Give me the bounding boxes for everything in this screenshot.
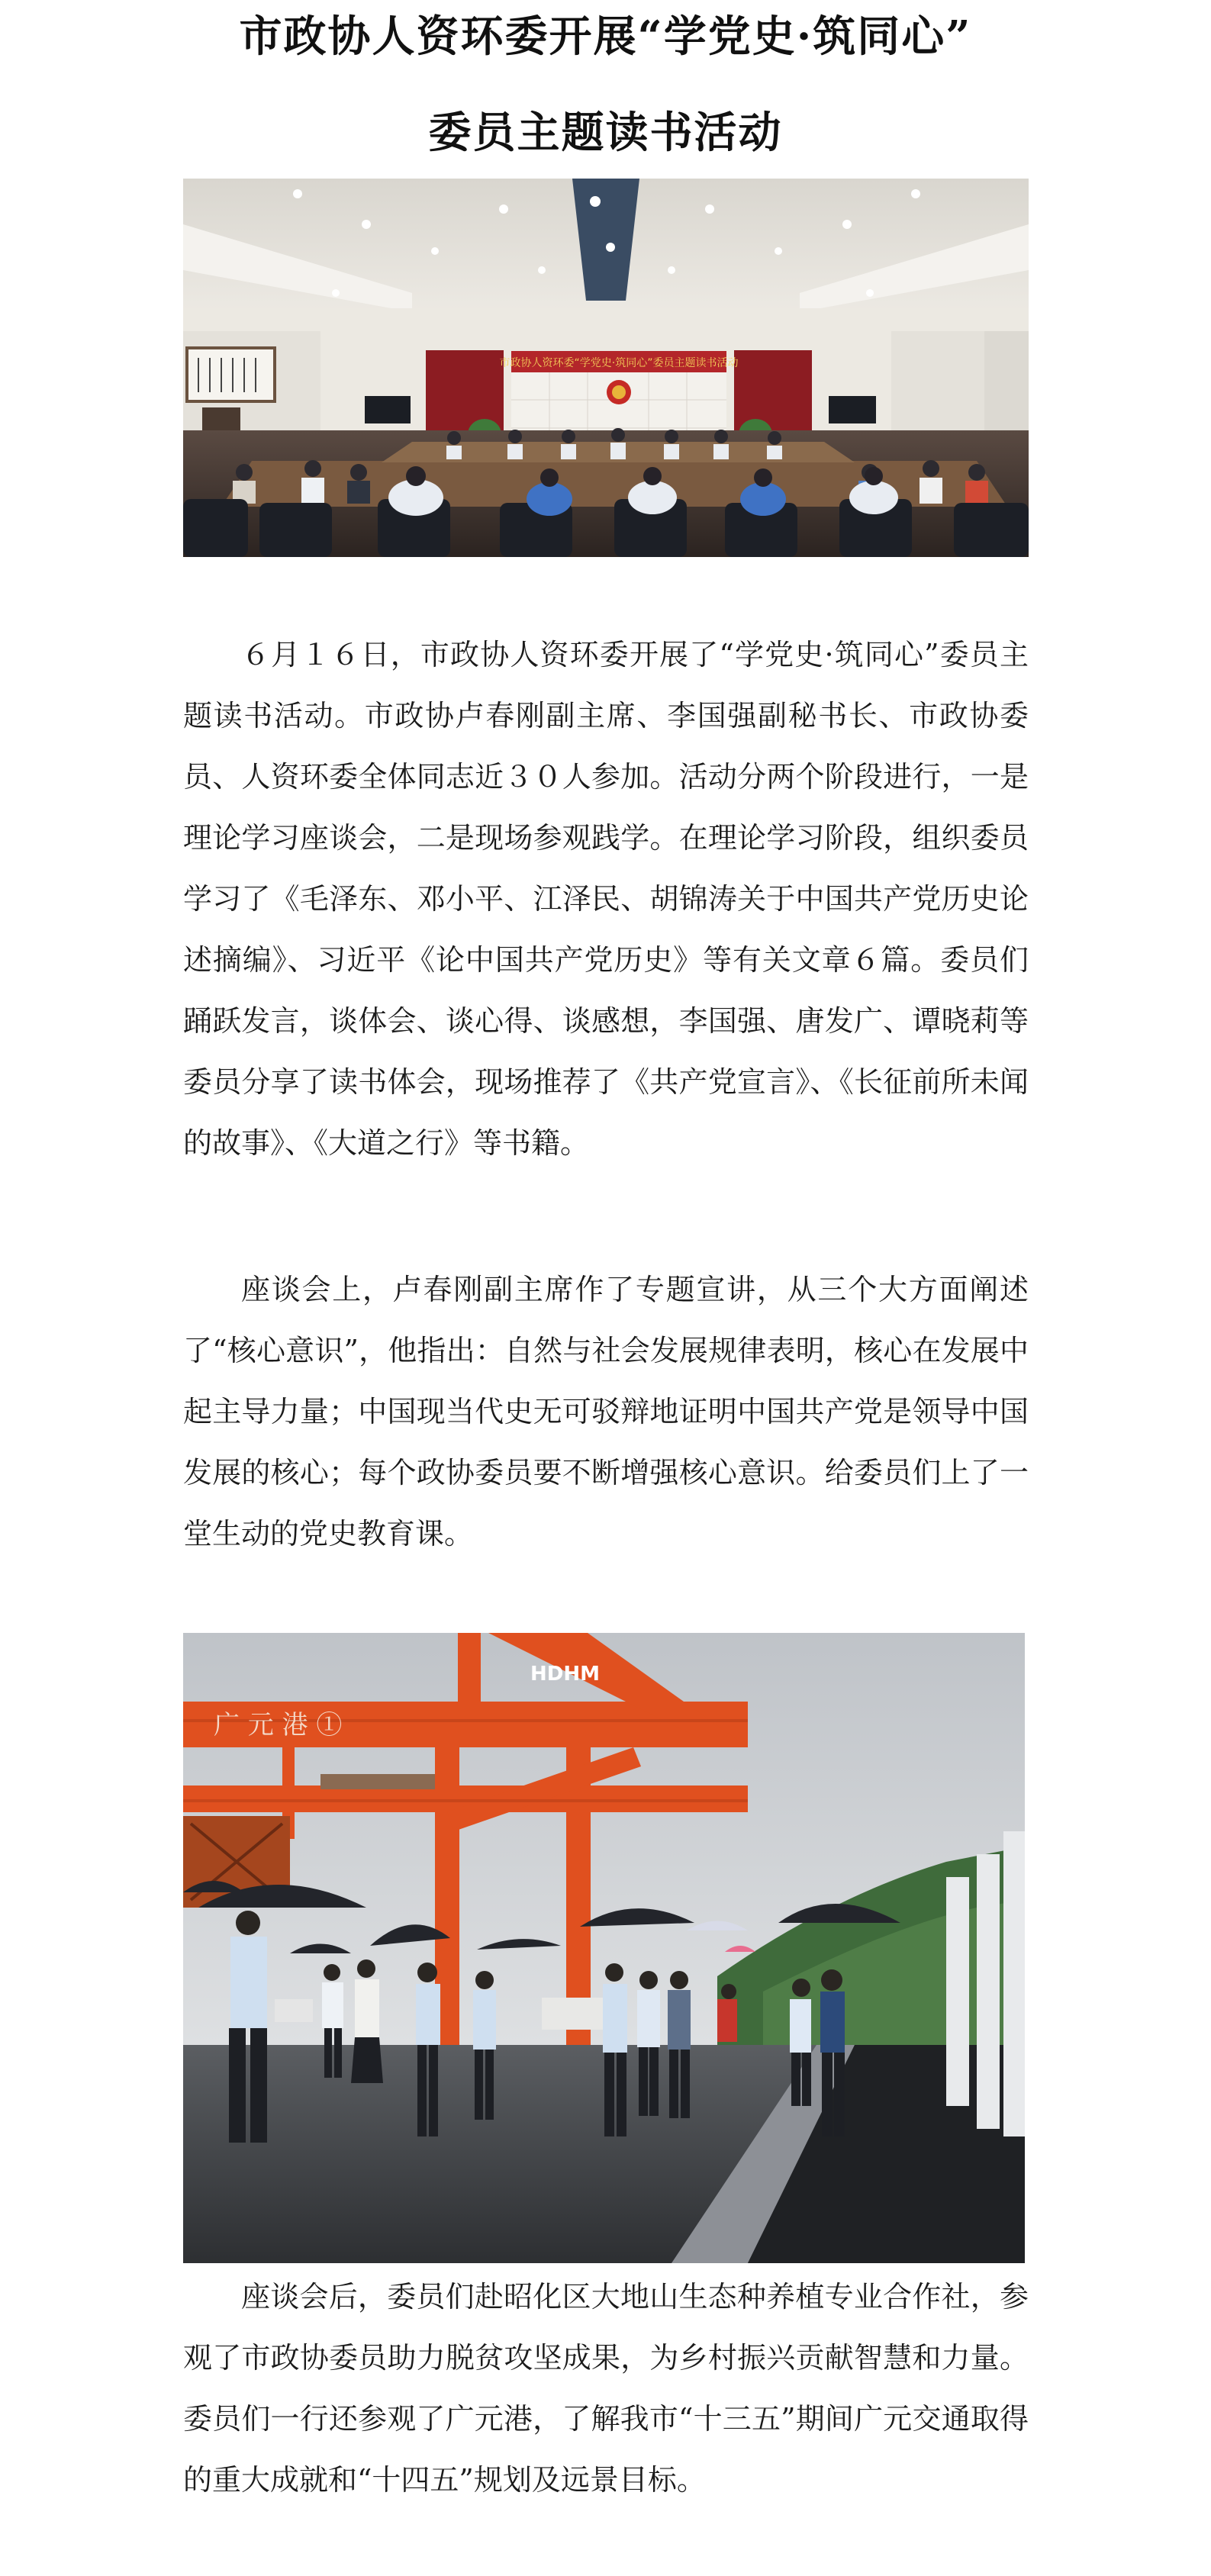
- article-paragraph-2: 座谈会上，卢春刚副主席作了专题宣讲，从三个大方面阐述了“核心意识”，他指出：自然与社会发展规律表明，核心在发展中起主导力量；中国现当代史无可驳辩地证明中国共产党是领导中国发展的核心；每个政协委员要不断增强核心意识。给委员们上了一堂生动的党史教育课。: [183, 1273, 1029, 1550]
- meeting-room-photo: [183, 179, 1029, 557]
- crane-logo-text: HDHM: [530, 1663, 600, 1686]
- port-visit-photo: [183, 1633, 1025, 2263]
- article-title-line-2: 委员主题读书活动: [428, 108, 783, 158]
- article-paragraph-3: 座谈会后，委员们赴昭化区大地山生态种养植专业合作社，参观了市政协委员助力脱贫攻坚成果，为乡村振兴贡献智慧和力量。委员们一行还参观了广元港，了解我市“十三五”期间广元交通取得的重大成就和“十四五”规划及远景目标。: [183, 2280, 1029, 2497]
- article-paragraph-1: ６月１６日，市政协人资环委开展了“学党史·筑同心”委员主题读书活动。市政协卢春刚副主席、李国强副秘书长、市政协委员、人资环委全体同志近３０人参加。活动分两个阶段进行，一是理论学习座谈会，二是现场参观践学。在理论学习阶段，组织委员学习了《毛泽东、邓小平、江泽民、胡锦涛关于中国共产党历史论述摘编》、习近平《论中国共产党历史》等有关文章６篇。委员们踊跃发言，谈体会、谈心得、谈感想，李国强、唐发广、谭晓莉等委员分享了读书体会，现场推荐了《共产党宣言》、《长征前所未闻的故事》、《大道之行》等书籍。: [183, 638, 1029, 1160]
- article-title-line-1: 市政协人资环委开展“学党史·筑同心”: [239, 11, 972, 62]
- crane-port-name: 广 元 港 ①: [214, 1710, 343, 1740]
- meeting-banner-text: 市政协人资环委“学党史·筑同心”委员主题读书活动: [499, 357, 739, 369]
- port-visit-illustration: [183, 1633, 1025, 2263]
- meeting-room-illustration: [183, 179, 1029, 557]
